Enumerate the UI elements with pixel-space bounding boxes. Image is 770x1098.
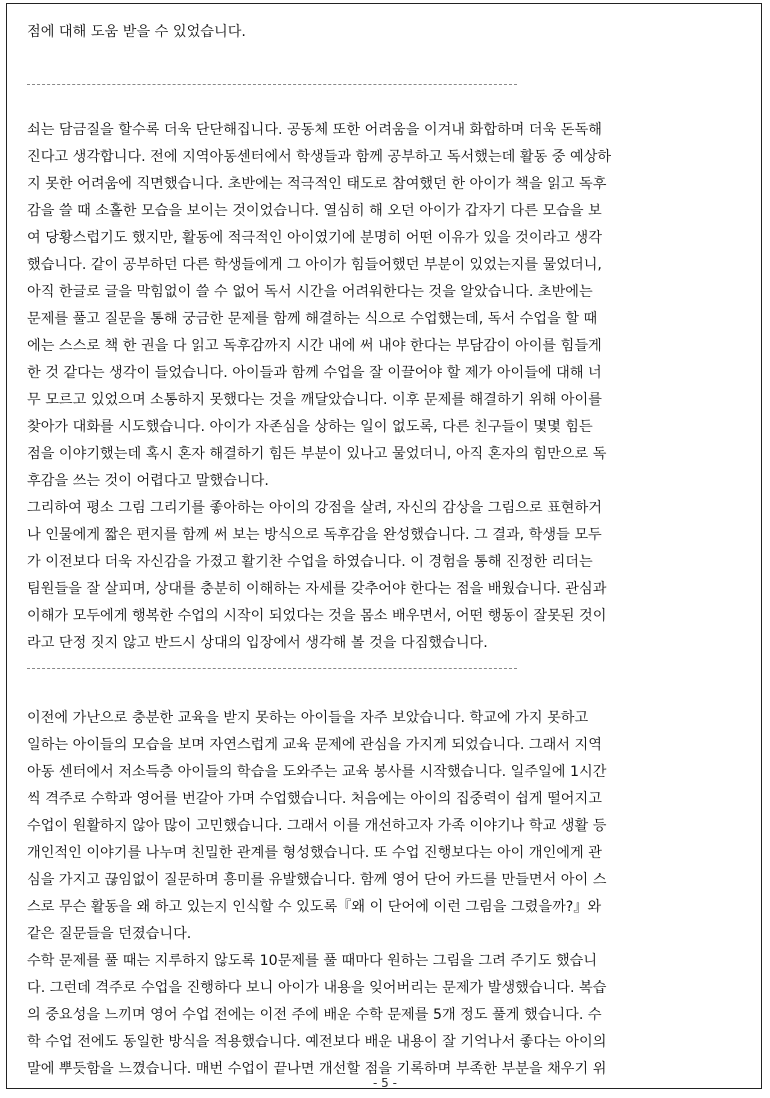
paragraph-line: 그리하여 평소 그림 그리기를 좋아하는 아이의 강점을 살려, 자신의 감상을 그림으로 표현하거 — [27, 500, 602, 516]
paragraph-line: 나 인물에게 짧은 편지를 함께 써 보는 방식으로 독후감을 완성했습니다. 그 결과, 학생들 모두 — [27, 527, 602, 543]
paragraph-line: 감을 쓸 때 소홀한 모습을 보이는 것이었습니다. 열심히 해 오던 아이가 갑자기 다른 모습을 보 — [27, 203, 602, 219]
paragraph-line: 스로 무슨 활동을 왜 하고 있는지 인식할 수 있도록『왜 이 단어에 이런 그림을 그렸을까?』와 — [27, 899, 602, 915]
page-number: - 5 - — [373, 1076, 397, 1090]
paragraph-line: 일하는 아이들의 모습을 보며 자연스럽게 교육 문제에 관심을 가지게 되었습니다. 그래서 지역 — [27, 737, 602, 753]
paragraph-line: 후감을 쓰는 것이 어렵다고 말했습니다. — [27, 473, 269, 489]
paragraph-line: 심을 가지고 끊임없이 질문하며 흥미를 유발했습니다. 함께 영어 단어 카드를 만들면서 아이 스 — [27, 872, 607, 888]
paragraph-line: 말에 뿌듯함을 느꼈습니다. 매번 수업이 끝나면 개선할 점을 기록하며 부족한 부분을 채우기 위 — [27, 1061, 607, 1077]
paragraph-line: 같은 질문들을 던졌습니다. — [27, 926, 192, 942]
paragraph-line: 에는 스스로 책 한 권을 다 읽고 독후감까지 시간 내에 써 내야 한다는 부담감이 아이를 힘들게 — [27, 338, 602, 354]
paragraph-line: 라고 단정 짓지 않고 반드시 상대의 입장에서 생각해 볼 것을 다짐했습니다. — [27, 635, 488, 651]
paragraph-line: 이전에 가난으로 충분한 교육을 받지 못하는 아이들을 자주 보았습니다. 학교에 가지 못하고 — [27, 710, 589, 726]
paragraph-line: 팀원들을 잘 살피며, 상대를 충분히 이해하는 자세를 갖추어야 한다는 점을 배웠습니다. 관심과 — [27, 581, 607, 597]
section-divider — [27, 84, 517, 85]
paragraph-line: 아직 한글로 글을 막힘없이 쓸 수 없어 독서 시간을 어려워한다는 것을 알았습니다. 초반에는 — [27, 284, 593, 300]
paragraph-line: 다. 그런데 격주로 수업을 진행하다 보니 아이가 내용을 잊어버리는 문제가 발생했습니다. 복습 — [27, 980, 607, 996]
paragraph-line: 의 중요성을 느끼며 영어 수업 전에는 이전 주에 배운 수학 문제를 5개 정도 풀게 했습니다. 수 — [27, 1007, 602, 1023]
paragraph-line: 진다고 생각합니다. 전에 지역아동센터에서 학생들과 함께 공부하고 독서했는데 활동 중 예상하 — [27, 149, 612, 165]
paragraph-line: 이해가 모두에게 행복한 수업의 시작이 되었다는 것을 몸소 배우면서, 어떤 행동이 잘못된 것이 — [27, 608, 607, 624]
paragraph-line: 수학 문제를 풀 때는 지루하지 않도록 10문제를 풀 때마다 원하는 그림을 그려 주기도 했습니 — [27, 953, 598, 969]
paragraph-line: 씩 격주로 수학과 영어를 번갈아 가며 수업했습니다. 처음에는 아이의 집중력이 쉽게 떨어지고 — [27, 791, 602, 807]
paragraph-line: 여 당황스럽기도 했지만, 활동에 적극적인 아이였기에 분명히 어떤 이유가 있을 것이라고 생각 — [27, 230, 602, 246]
paragraph-line: 아동 센터에서 저소득층 아이들의 학습을 도와주는 교육 봉사를 시작했습니다. 일주일에 1시간 — [27, 764, 607, 780]
paragraph-line: 점을 이야기했는데 혹시 혼자 해결하기 힘든 부분이 있나고 물었더니, 아직 혼자의 힘만으로 독 — [27, 446, 607, 462]
paragraph-line: 무 모르고 있었으며 소통하지 못했다는 것을 깨달았습니다. 이후 문제를 해결하기 위해 아이를 — [27, 392, 602, 408]
paragraph-line: 점에 대해 도움 받을 수 있었습니다. — [27, 24, 246, 40]
paragraph-line: 학 수업 전에도 동일한 방식을 적용했습니다. 예전보다 배운 내용이 잘 기억나서 좋다는 아이의 — [27, 1034, 607, 1050]
section-divider — [27, 668, 517, 669]
paragraph-line: 찾아가 대화를 시도했습니다. 아이가 자존심을 상하는 일이 없도록, 다른 친구들이 몇몇 힘든 — [27, 419, 593, 435]
paragraph-line: 문제를 풀고 질문을 통해 궁금한 문제를 함께 해결하는 식으로 수업했는데, 독서 수업을 할 때 — [27, 311, 598, 327]
paragraph-line: 지 못한 어려움에 직면했습니다. 초반에는 적극적인 태도로 참여했던 한 아이가 책을 읽고 독후 — [27, 176, 607, 192]
paragraph-line: 개인적인 이야기를 나누며 친밀한 관계를 형성했습니다. 또 수업 진행보다는 아이 개인에게 관 — [27, 845, 602, 861]
paragraph-line: 가 이전보다 더욱 자신감을 가졌고 활기찬 수업을 하였습니다. 이 경험을 통해 진정한 리더는 — [27, 554, 593, 570]
paragraph-line: 한 것 같다는 생각이 들었습니다. 아이들과 함께 수업을 잘 이끌어야 할 제가 아이들에 대해 너 — [27, 365, 602, 381]
paragraph-line: 쇠는 담금질을 할수록 더욱 단단해집니다. 공동체 또한 어려움을 이겨내 화합하며 더욱 돈독해 — [27, 122, 602, 138]
paragraph-line: 수업이 원활하지 않아 많이 고민했습니다. 그래서 이를 개선하고자 가족 이야기나 학교 생활 등 — [27, 818, 607, 834]
paragraph-line: 했습니다. 같이 공부하던 다른 학생들에게 그 아이가 힘들어했던 부분이 있었는지를 물었더니, — [27, 257, 602, 273]
